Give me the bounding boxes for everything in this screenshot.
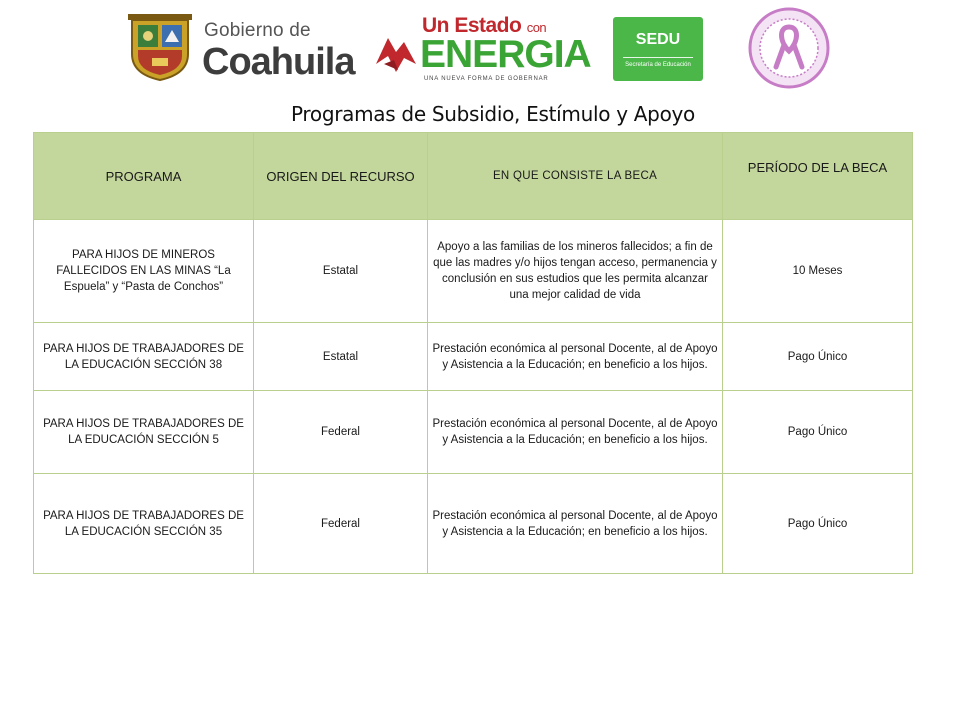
- energia-logo-tagline: UNA NUEVA FORMA DE GOBERNAR: [424, 76, 549, 82]
- cell-programa: PARA HIJOS DE TRABAJADORES DE LA EDUCACIÓN SECCIÓN 38: [34, 323, 254, 391]
- page-title: Programas de Subsidio, Estímulo y Apoyo: [291, 102, 695, 126]
- cell-programa: PARA HIJOS DE MINEROS FALLECIDOS EN LAS MINAS “La Espuela” y “Pasta de Conchos”: [34, 220, 254, 323]
- cell-consiste: Prestación económica al personal Docente, al de Apoyo y Asistencia a la Educación; en beneficio a los hijos.: [428, 323, 723, 391]
- coahuila-logo-line1: Gobierno de: [204, 20, 311, 41]
- coahuila-shield-icon: [128, 14, 192, 82]
- energia-logo-line2: ENERGIA: [420, 33, 591, 76]
- cell-programa: PARA HIJOS DE TRABAJADORES DE LA EDUCACIÓN SECCIÓN 5: [34, 391, 254, 474]
- cell-consiste: Prestación económica al personal Docente, al de Apoyo y Asistencia a la Educación; en beneficio a los hijos.: [428, 474, 723, 574]
- cell-consiste: Prestación económica al personal Docente, al de Apoyo y Asistencia a la Educación; en beneficio a los hijos.: [428, 391, 723, 474]
- pink-ribbon-seal-icon: [748, 7, 830, 89]
- header-consiste: EN QUE CONSISTE LA BECA: [428, 133, 723, 220]
- cell-consiste: Apoyo a las familias de los mineros fallecidos; a fin de que las madres y/o hijos tengan acceso, permanencia y conclusión en sus estudios que les permita alcanzar una mejor calidad de vida: [428, 220, 723, 323]
- header-periodo: PERÍODO DE LA BECA: [723, 133, 913, 220]
- sedu-logo-divider: [623, 57, 693, 58]
- estado-energia-logo: [374, 14, 591, 82]
- table-header-row: [34, 133, 913, 220]
- header-programa: PROGRAMA: [34, 133, 254, 220]
- energia-logo-line1: Un Estado: [422, 14, 522, 37]
- sedu-logo-subtitle: Secretaría de Educación: [625, 62, 691, 68]
- cell-periodo: 10 Meses: [723, 220, 913, 323]
- sedu-logo-name: SEDU: [635, 31, 681, 48]
- cell-origen: Federal: [254, 391, 428, 474]
- table-row: [34, 220, 913, 323]
- cell-programa: PARA HIJOS DE TRABAJADORES DE LA EDUCACIÓN SECCIÓN 35: [34, 474, 254, 574]
- table-row: [34, 474, 913, 574]
- cell-origen: Federal: [254, 474, 428, 574]
- gobierno-coahuila-logo: [128, 14, 355, 83]
- energia-logo-con: con: [526, 20, 547, 35]
- header-origen: ORIGEN DEL RECURSO: [254, 133, 428, 220]
- programs-table: [33, 132, 913, 574]
- cell-periodo: Pago Único: [723, 323, 913, 391]
- cell-periodo: Pago Único: [723, 474, 913, 574]
- sedu-logo: [613, 17, 703, 81]
- cell-periodo: Pago Único: [723, 391, 913, 474]
- coahuila-logo-line2: Coahuila: [202, 41, 355, 83]
- energia-swoosh-icon: [374, 34, 418, 76]
- cell-origen: Estatal: [254, 220, 428, 323]
- table-row: [34, 323, 913, 391]
- cell-origen: Estatal: [254, 323, 428, 391]
- table-row: [34, 391, 913, 474]
